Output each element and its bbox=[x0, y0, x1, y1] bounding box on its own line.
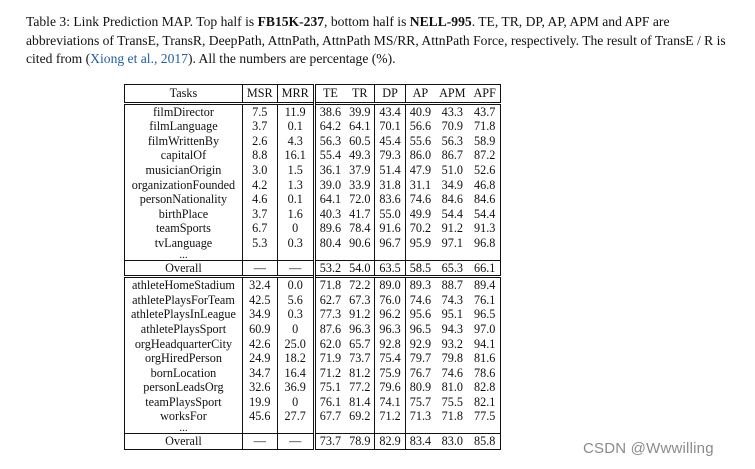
cell-te: 38.6 bbox=[314, 103, 345, 119]
cell-apm: 51.0 bbox=[441, 162, 463, 177]
column-header-apf: APF bbox=[470, 85, 501, 104]
column-header-mrr: MRR bbox=[277, 85, 314, 104]
task-name: athleteHomeStadium bbox=[125, 277, 243, 293]
cell-apf: 85.8 bbox=[470, 434, 501, 450]
table-row bbox=[125, 322, 501, 337]
cell-dp: 91.6 bbox=[375, 221, 405, 236]
cell-te: 87.6 bbox=[319, 321, 342, 336]
caption-text: Table 3: Link Prediction MAP. Top half is bbox=[26, 14, 258, 29]
cell-apf: 91.3 bbox=[470, 221, 501, 236]
table-row bbox=[125, 337, 501, 352]
cell-ap: 31.1 bbox=[409, 177, 432, 192]
cell-tr: 41.7 bbox=[345, 207, 375, 222]
task-name: musicianOrigin bbox=[125, 163, 243, 178]
cell-apm: 83.0 bbox=[435, 434, 469, 450]
cell-ap: 80.9 bbox=[409, 380, 432, 395]
table-row bbox=[125, 380, 501, 395]
cell-te: 40.3 bbox=[319, 206, 342, 221]
cell-apm: 43.3 bbox=[435, 103, 469, 119]
cell-mrr: 0 bbox=[277, 395, 314, 410]
cell-apf: 89.4 bbox=[470, 277, 501, 293]
cell-dp: 79.6 bbox=[375, 380, 405, 395]
cell-msr: 3.7 bbox=[242, 207, 277, 222]
cell-apf: 84.6 bbox=[470, 192, 501, 207]
cell-apf: 81.6 bbox=[470, 351, 501, 366]
cell-apf: 78.6 bbox=[470, 366, 501, 381]
cell-apm: 34.9 bbox=[441, 177, 463, 192]
cell-ap: 89.3 bbox=[405, 277, 435, 293]
cell-te: 55.4 bbox=[319, 148, 342, 163]
table-row bbox=[125, 293, 501, 308]
cell-tr: 65.7 bbox=[345, 337, 375, 352]
column-header-ap: AP bbox=[405, 85, 435, 104]
cell-tr: 49.3 bbox=[345, 148, 375, 163]
column-header-apm: APM bbox=[435, 85, 469, 104]
cell-mrr: 27.7 bbox=[277, 409, 314, 424]
cell-ap: 74.6 bbox=[409, 192, 432, 207]
citation-link[interactable]: Xiong et al., 2017 bbox=[90, 51, 188, 66]
cell-mrr: 0.3 bbox=[277, 236, 314, 251]
task-name: bornLocation bbox=[125, 366, 243, 381]
cell-ap: 56.6 bbox=[409, 119, 432, 134]
cell-apf: 94.1 bbox=[470, 337, 501, 352]
cell-mrr: 5.6 bbox=[277, 293, 314, 308]
cell-mrr: 16.1 bbox=[277, 148, 314, 163]
cell-dp: 55.0 bbox=[375, 207, 405, 222]
cell-apf: 54.4 bbox=[470, 207, 501, 222]
cell-apm: 93.2 bbox=[441, 336, 463, 351]
cell-ap: 58.5 bbox=[405, 260, 435, 277]
cell-tr: 60.5 bbox=[345, 134, 375, 149]
empty-cell bbox=[277, 251, 314, 261]
cell-msr: 42.6 bbox=[242, 337, 277, 352]
cell-apf: 76.1 bbox=[470, 293, 501, 308]
cell-ap: 55.6 bbox=[409, 133, 432, 148]
cell-dp: 43.4 bbox=[375, 103, 405, 119]
cell-msr: 4.6 bbox=[242, 192, 277, 207]
cell-apm: 65.3 bbox=[435, 260, 469, 277]
cell-msr: 3.7 bbox=[242, 119, 277, 134]
cell-apf: 71.8 bbox=[470, 119, 501, 134]
table-row bbox=[125, 134, 501, 149]
table-header-row bbox=[125, 85, 501, 104]
cell-apf: 58.9 bbox=[470, 134, 501, 149]
cell-mrr: 0.0 bbox=[277, 277, 314, 293]
cell-apf: 97.0 bbox=[470, 322, 501, 337]
task-name: personLeadsOrg bbox=[125, 380, 243, 395]
cell-tr: 90.6 bbox=[345, 236, 375, 251]
task-name: personNationality bbox=[125, 192, 243, 207]
table-row bbox=[125, 178, 501, 193]
task-name: organizationFounded bbox=[125, 178, 243, 193]
table-row bbox=[125, 277, 501, 293]
empty-cell bbox=[345, 424, 375, 434]
cell-apf: 82.8 bbox=[470, 380, 501, 395]
cell-tr: 96.3 bbox=[345, 322, 375, 337]
table-row bbox=[125, 192, 501, 207]
task-name: teamPlaysSport bbox=[125, 395, 243, 410]
cell-apm: 74.3 bbox=[441, 292, 463, 307]
cell-te: 89.6 bbox=[319, 221, 342, 236]
cell-tr: 67.3 bbox=[345, 293, 375, 308]
caption-text: . TE, TR, DP, AP, APM and APF are abbreviations of TransE, TransR, DeepPath, AttnPath, AttnPath MS/RR, AttnPath Force, respectively. The result of TransE / R is cited from ( bbox=[26, 14, 726, 66]
table-row bbox=[125, 163, 501, 178]
cell-msr: 7.5 bbox=[242, 103, 277, 119]
cell-apm: 84.6 bbox=[441, 192, 463, 207]
cell-dp: 82.9 bbox=[375, 434, 405, 450]
cell-mrr: 25.0 bbox=[277, 337, 314, 352]
cell-te: 53.2 bbox=[314, 260, 345, 277]
cell-te: 71.9 bbox=[319, 351, 342, 366]
cell-te: 73.7 bbox=[314, 434, 345, 450]
cell-te: 56.3 bbox=[319, 133, 342, 148]
task-name: filmLanguage bbox=[125, 119, 243, 134]
table-row bbox=[125, 103, 501, 119]
cell-apf: 96.5 bbox=[470, 307, 501, 322]
empty-cell bbox=[435, 424, 469, 434]
cell-msr: 3.0 bbox=[242, 163, 277, 178]
table-body bbox=[125, 103, 501, 449]
empty-cell bbox=[375, 251, 405, 261]
task-name: athletePlaysSport bbox=[125, 322, 243, 337]
cell-dp: 71.2 bbox=[375, 409, 405, 424]
cell-msr: 4.2 bbox=[242, 178, 277, 193]
empty-cell bbox=[375, 424, 405, 434]
cell-tr: 39.9 bbox=[345, 103, 375, 119]
cell-tr: 69.2 bbox=[345, 409, 375, 424]
task-name: worksFor bbox=[125, 409, 243, 424]
cell-ap: 47.9 bbox=[409, 162, 432, 177]
cell-apm: 86.7 bbox=[441, 148, 463, 163]
cell-apf: 96.8 bbox=[470, 236, 501, 251]
cell-tr: 78.9 bbox=[345, 434, 375, 450]
cell-mrr: 1.6 bbox=[277, 207, 314, 222]
cell-te: 76.1 bbox=[319, 394, 342, 409]
cell-mrr: 11.9 bbox=[277, 103, 314, 119]
cell-msr: 42.5 bbox=[242, 293, 277, 308]
cell-te: 77.3 bbox=[319, 307, 342, 322]
table-row bbox=[125, 148, 501, 163]
cell-apm: 54.4 bbox=[441, 206, 463, 221]
cell-dp: 79.3 bbox=[375, 148, 405, 163]
cell-ap: 83.4 bbox=[405, 434, 435, 450]
column-header-te: TE bbox=[314, 85, 345, 104]
cell-apf: 52.6 bbox=[470, 163, 501, 178]
cell-ap: 71.3 bbox=[409, 409, 432, 424]
cell-te: 80.4 bbox=[319, 235, 342, 250]
cell-ap: 79.7 bbox=[409, 351, 432, 366]
cell-mrr: — bbox=[277, 260, 314, 277]
empty-cell bbox=[435, 251, 469, 261]
cell-tr: 72.0 bbox=[345, 192, 375, 207]
table-row bbox=[125, 366, 501, 381]
cell-ap: 49.9 bbox=[409, 206, 432, 221]
cell-apm: 81.0 bbox=[441, 380, 463, 395]
cell-msr: — bbox=[242, 260, 277, 277]
cell-msr: 24.9 bbox=[242, 351, 277, 366]
empty-cell bbox=[242, 251, 277, 261]
cell-msr: 60.9 bbox=[242, 322, 277, 337]
cell-ap: 95.6 bbox=[409, 307, 432, 322]
cell-msr: 8.8 bbox=[242, 148, 277, 163]
cell-mrr: 16.4 bbox=[277, 366, 314, 381]
cell-te: 62.0 bbox=[319, 336, 342, 351]
cell-dp: 89.0 bbox=[375, 277, 405, 293]
cell-apm: 70.9 bbox=[441, 119, 463, 134]
table-row bbox=[125, 260, 501, 277]
cell-apm: 75.5 bbox=[441, 394, 463, 409]
cell-apf: 43.7 bbox=[470, 103, 501, 119]
cell-te: 39.0 bbox=[319, 177, 342, 192]
column-header-msr: MSR bbox=[242, 85, 277, 104]
cell-apf: 66.1 bbox=[470, 260, 501, 277]
cell-ap: 40.9 bbox=[405, 103, 435, 119]
cell-apm: 95.1 bbox=[441, 307, 463, 322]
cell-dp: 70.1 bbox=[375, 119, 405, 134]
cell-tr: 81.2 bbox=[345, 366, 375, 381]
cell-dp: 75.9 bbox=[375, 366, 405, 381]
cell-apm: 56.3 bbox=[441, 133, 463, 148]
cell-te: 64.2 bbox=[319, 119, 342, 134]
ellipsis-row bbox=[125, 251, 501, 261]
cell-apm: 94.3 bbox=[441, 321, 463, 336]
table-caption bbox=[26, 13, 731, 69]
cell-mrr: 0 bbox=[277, 322, 314, 337]
cell-dp: 63.5 bbox=[375, 260, 405, 277]
cell-tr: 81.4 bbox=[345, 395, 375, 410]
empty-cell bbox=[405, 251, 435, 261]
cell-apm: 91.2 bbox=[441, 221, 463, 236]
caption-text: ). All the numbers are percentage (%). bbox=[187, 51, 396, 66]
task-name: athletePlaysForTeam bbox=[125, 293, 243, 308]
cell-dp: 76.0 bbox=[375, 293, 405, 308]
cell-mrr: 1.5 bbox=[277, 163, 314, 178]
cell-tr: 64.1 bbox=[345, 119, 375, 134]
cell-msr: 6.7 bbox=[242, 221, 277, 236]
cell-ap: 76.7 bbox=[409, 365, 432, 380]
cell-mrr: 0.1 bbox=[277, 119, 314, 134]
cell-apm: 88.7 bbox=[435, 277, 469, 293]
column-header-tr: TR bbox=[345, 85, 375, 104]
task-name: Overall bbox=[125, 260, 243, 277]
cell-mrr: 18.2 bbox=[277, 351, 314, 366]
cell-te: 71.2 bbox=[319, 365, 342, 380]
column-header-dp: DP bbox=[375, 85, 405, 104]
table-row bbox=[125, 119, 501, 134]
cell-te: 67.7 bbox=[319, 409, 342, 424]
cell-apm: 71.8 bbox=[441, 409, 463, 424]
cell-te: 71.8 bbox=[314, 277, 345, 293]
caption-dataset-fb15k: FB15K-237 bbox=[257, 14, 325, 29]
cell-te: 62.7 bbox=[319, 292, 342, 307]
cell-msr: 19.9 bbox=[242, 395, 277, 410]
cell-apf: 82.1 bbox=[470, 395, 501, 410]
cell-tr: 33.9 bbox=[345, 178, 375, 193]
ellipsis-row bbox=[125, 424, 501, 434]
task-name: orgHiredPerson bbox=[125, 351, 243, 366]
cell-dp: 51.4 bbox=[375, 163, 405, 178]
empty-cell bbox=[314, 251, 345, 261]
cell-apm: 79.8 bbox=[441, 351, 463, 366]
task-name: Overall bbox=[125, 434, 243, 450]
cell-msr: 2.6 bbox=[242, 134, 277, 149]
task-name: birthPlace bbox=[125, 207, 243, 222]
task-name: capitalOf bbox=[125, 148, 243, 163]
caption-text: , bottom half is bbox=[324, 14, 410, 29]
cell-mrr: 1.3 bbox=[277, 178, 314, 193]
cell-dp: 75.4 bbox=[375, 351, 405, 366]
cell-dp: 96.3 bbox=[375, 322, 405, 337]
watermark: CSDN @Wwwilling bbox=[583, 440, 714, 457]
cell-apf: 87.2 bbox=[470, 148, 501, 163]
cell-tr: 91.2 bbox=[345, 307, 375, 322]
empty-cell bbox=[470, 424, 501, 434]
cell-mrr: 0 bbox=[277, 221, 314, 236]
caption-dataset-nell: NELL-995 bbox=[409, 14, 472, 29]
empty-cell bbox=[470, 251, 501, 261]
cell-ap: 74.6 bbox=[409, 292, 432, 307]
cell-ap: 86.0 bbox=[409, 148, 432, 163]
cell-msr: 32.6 bbox=[242, 380, 277, 395]
table-row bbox=[125, 207, 501, 222]
ellipsis: ... bbox=[125, 424, 243, 434]
cell-dp: 74.1 bbox=[375, 395, 405, 410]
cell-msr: 45.6 bbox=[242, 409, 277, 424]
cell-dp: 96.7 bbox=[375, 236, 405, 251]
cell-apf: 46.8 bbox=[470, 178, 501, 193]
empty-cell bbox=[405, 424, 435, 434]
task-name: teamSports bbox=[125, 221, 243, 236]
column-header-tasks: Tasks bbox=[125, 85, 243, 104]
empty-cell bbox=[345, 251, 375, 261]
cell-te: 64.1 bbox=[319, 192, 342, 207]
task-name: filmDirector bbox=[125, 103, 243, 119]
cell-mrr: 36.9 bbox=[277, 380, 314, 395]
empty-cell bbox=[314, 424, 345, 434]
ellipsis: ... bbox=[125, 251, 243, 261]
cell-apm: 74.6 bbox=[441, 365, 463, 380]
empty-cell bbox=[242, 424, 277, 434]
cell-msr: 34.7 bbox=[242, 366, 277, 381]
cell-tr: 72.2 bbox=[345, 277, 375, 293]
cell-ap: 70.2 bbox=[409, 221, 432, 236]
task-name: athletePlaysInLeague bbox=[125, 307, 243, 322]
cell-msr: 5.3 bbox=[242, 236, 277, 251]
cell-msr: — bbox=[242, 434, 277, 450]
table-row bbox=[125, 351, 501, 366]
cell-apf: 77.5 bbox=[470, 409, 501, 424]
cell-dp: 31.8 bbox=[375, 178, 405, 193]
table-row bbox=[125, 221, 501, 236]
task-name: tvLanguage bbox=[125, 236, 243, 251]
cell-ap: 95.9 bbox=[409, 235, 432, 250]
cell-tr: 78.4 bbox=[345, 221, 375, 236]
cell-ap: 75.7 bbox=[409, 394, 432, 409]
table-row bbox=[125, 307, 501, 322]
cell-ap: 96.5 bbox=[409, 321, 432, 336]
cell-dp: 96.2 bbox=[375, 307, 405, 322]
cell-apm: 97.1 bbox=[441, 235, 463, 250]
task-name: orgHeadquarterCity bbox=[125, 337, 243, 352]
cell-tr: 77.2 bbox=[345, 380, 375, 395]
cell-mrr: 0.3 bbox=[277, 307, 314, 322]
table-row bbox=[125, 395, 501, 410]
cell-dp: 92.8 bbox=[375, 337, 405, 352]
cell-mrr: 0.1 bbox=[277, 192, 314, 207]
cell-te: 36.1 bbox=[319, 162, 342, 177]
cell-msr: 32.4 bbox=[242, 277, 277, 293]
cell-msr: 34.9 bbox=[242, 307, 277, 322]
cell-dp: 83.6 bbox=[375, 192, 405, 207]
table-row bbox=[125, 434, 501, 450]
cell-dp: 45.4 bbox=[375, 134, 405, 149]
cell-mrr: 4.3 bbox=[277, 134, 314, 149]
cell-tr: 54.0 bbox=[345, 260, 375, 277]
task-name: filmWrittenBy bbox=[125, 134, 243, 149]
cell-te: 75.1 bbox=[319, 380, 342, 395]
cell-tr: 73.7 bbox=[345, 351, 375, 366]
cell-ap: 92.9 bbox=[409, 336, 432, 351]
results-table bbox=[124, 84, 501, 450]
empty-cell bbox=[277, 424, 314, 434]
cell-tr: 37.9 bbox=[345, 163, 375, 178]
cell-mrr: — bbox=[277, 434, 314, 450]
